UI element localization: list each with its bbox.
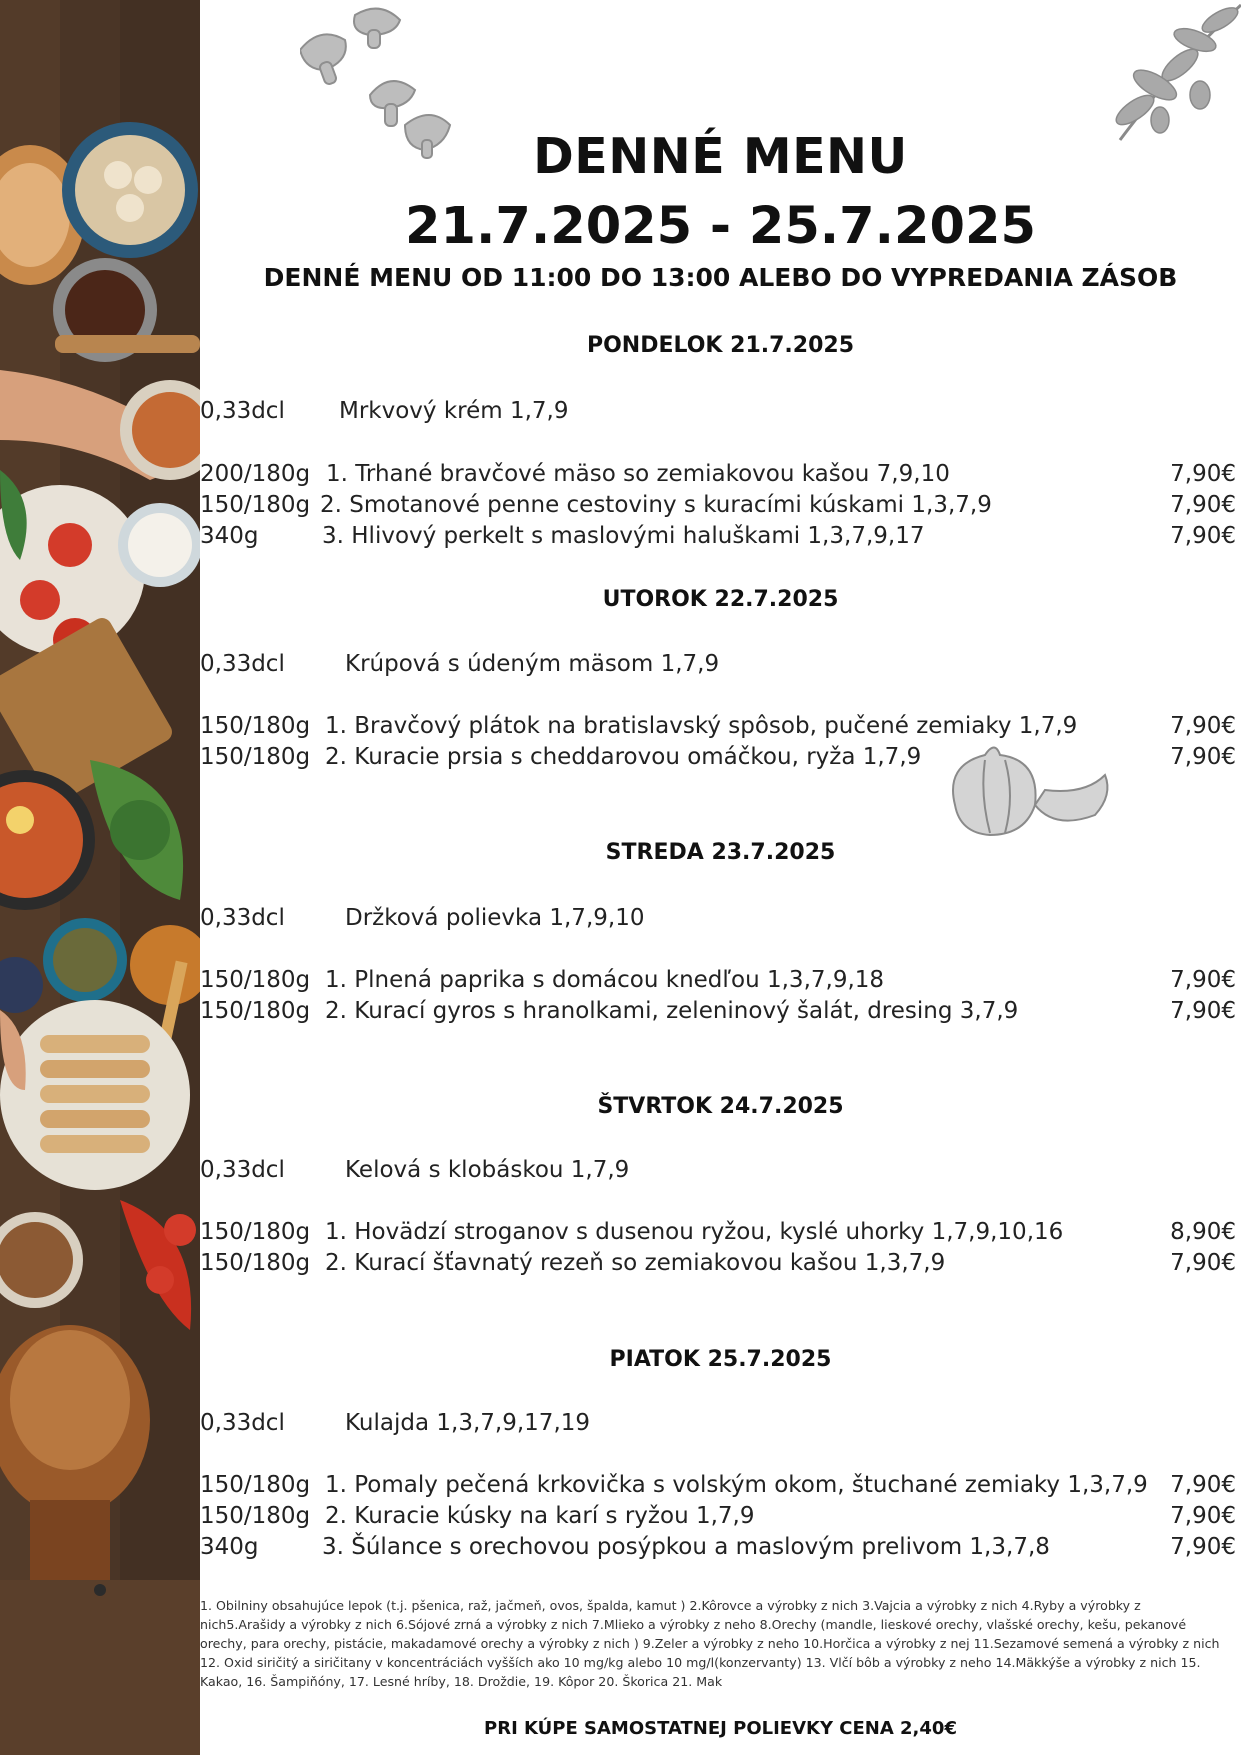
soup-row (200, 398, 1241, 428)
meal-name: 2. Kurací šťavnatý rezeň so zemiakovou kašou 1,3,7,9 (325, 1250, 946, 1276)
meal-name: 2. Kuracie kúsky na karí s ryžou 1,7,9 (325, 1503, 755, 1529)
meal-row (200, 523, 1241, 553)
meal-name: 2. Smotanové penne cestoviny s kuracími kúskami 1,3,7,9 (320, 492, 992, 518)
soup-row (200, 1410, 1241, 1440)
soup-row (200, 1157, 1241, 1187)
meal-row (200, 1503, 1241, 1533)
meal-row (200, 1472, 1241, 1502)
soup-row (200, 905, 1241, 935)
soup-name: Kulajda 1,3,7,9,17,19 (345, 1410, 591, 1436)
meal-price: 7,90€ (1170, 492, 1236, 518)
portion-weight: 0,33dcl (200, 1157, 285, 1183)
meal-price: 7,90€ (1170, 1250, 1236, 1276)
meal-price: 7,90€ (1170, 461, 1236, 487)
meal-price: 7,90€ (1170, 1503, 1236, 1529)
portion-weight: 150/180g (200, 967, 311, 993)
meal-row (200, 461, 1241, 491)
meal-price: 7,90€ (1170, 998, 1236, 1024)
meal-row (200, 1219, 1241, 1249)
day-header-friday: PIATOK 25.7.2025 (609, 1347, 832, 1372)
soup-name: Držková polievka 1,7,9,10 (345, 905, 645, 931)
day-header-monday: PONDELOK 21.7.2025 (586, 333, 855, 358)
portion-weight: 340g (200, 1534, 259, 1560)
meal-row (200, 744, 1241, 774)
portion-weight: 0,33dcl (200, 905, 285, 931)
meal-name: 2. Kurací gyros s hranolkami, zeleninový šalát, dresing 3,7,9 (325, 998, 1019, 1024)
portion-weight: 150/180g (200, 713, 311, 739)
soup-name: Krúpová s údeným mäsom 1,7,9 (345, 651, 720, 677)
meal-price: 7,90€ (1170, 744, 1236, 770)
meal-name: 1. Pomaly pečená krkovička s volským okom, štuchané zemiaky 1,3,7,9 (325, 1472, 1148, 1498)
portion-weight: 200/180g (200, 461, 311, 487)
day-header-wednesday: STREDA 23.7.2025 (605, 840, 836, 865)
meal-name: 1. Plnená paprika s domácou knedľou 1,3,7,9,18 (325, 967, 885, 993)
portion-weight: 0,33dcl (200, 1410, 285, 1436)
portion-weight: 150/180g (200, 1250, 311, 1276)
food-photo-strip (0, 0, 200, 1755)
food-photo-illustration (0, 0, 200, 1755)
serving-hours-subtitle: DENNÉ MENU OD 11:00 DO 13:00 ALEBO DO VYPREDANIA ZÁSOB (263, 263, 1178, 292)
meal-row (200, 492, 1241, 522)
allergen-legend: 1. Obilniny obsahujúce lepok (t.j. pšenica, raž, jačmeň, ovos, špalda, kamut ) 2.Kôrovce a výrobky z nich 3.Vajcia a výrobky z nich 4.Ryby a výrobky z nich5.Arašidy a výrobky z nich 6.Sójové zrná a výrobky z nich 7.Mlieko a výrobky z neho 8.Orechy (mandle, lieskové orechy, vlašské orechy, kešu, pekanové orechy, para orechy, pistácie, makadamové orechy a výrobky z nich ) 9.Zeler a výrobky z neho 10.Horčica a výrobky z nej 11.Sezamové semená a výrobky z nich 12. Oxid siričitý a siričitany v koncentráciách vyšších ako 10 mg/kg alebo 10 mg/l(konzervanty) 13. Vlčí bôb a výrobky z neho 14.Mäkkýše a výrobky z nich 15. Kakao, 16. Šampiňóny, 17. Lesné hríby, 18. Droždie, 19. Kôpor 20. Škorica 21. Mak (200, 1598, 1220, 1689)
portion-weight: 150/180g (200, 1472, 311, 1498)
meal-row (200, 1250, 1241, 1280)
meal-price: 7,90€ (1170, 967, 1236, 993)
portion-weight: 150/180g (200, 1503, 311, 1529)
portion-weight: 150/180g (200, 1219, 311, 1245)
meal-row (200, 1534, 1241, 1564)
soup-price-note: PRI KÚPE SAMOSTATNEJ POLIEVKY CENA 2,40€ (484, 1718, 957, 1739)
meal-price: 7,90€ (1170, 713, 1236, 739)
soup-row (200, 651, 1241, 681)
portion-weight: 340g (200, 523, 259, 549)
date-range: 21.7.2025 - 25.7.2025 (405, 197, 1036, 256)
meal-name: 3. Hlivový perkelt s maslovými haluškami 1,3,7,9,17 (322, 523, 925, 549)
meal-price: 7,90€ (1170, 523, 1236, 549)
meal-name: 1. Trhané bravčové mäso so zemiakovou kašou 7,9,10 (326, 461, 950, 487)
portion-weight: 150/180g (200, 998, 311, 1024)
portion-weight: 0,33dcl (200, 398, 285, 424)
portion-weight: 150/180g (200, 744, 311, 770)
page-title: DENNÉ MENU (533, 128, 908, 185)
meal-price: 7,90€ (1170, 1472, 1236, 1498)
meal-price: 8,90€ (1170, 1219, 1236, 1245)
day-header-tuesday: UTOROK 22.7.2025 (602, 587, 839, 612)
day-header-thursday: ŠTVRTOK 24.7.2025 (597, 1094, 844, 1119)
meal-name: 1. Hovädzí stroganov s dusenou ryžou, kyslé uhorky 1,7,9,10,16 (325, 1219, 1064, 1245)
meal-row (200, 713, 1241, 743)
portion-weight: 0,33dcl (200, 651, 285, 677)
portion-weight: 150/180g (200, 492, 311, 518)
meal-name: 1. Bravčový plátok na bratislavský spôsob, pučené zemiaky 1,7,9 (325, 713, 1078, 739)
meal-name: 2. Kuracie prsia s cheddarovou omáčkou, ryža 1,7,9 (325, 744, 922, 770)
meal-price: 7,90€ (1170, 1534, 1236, 1560)
meal-row (200, 998, 1241, 1028)
meal-row (200, 967, 1241, 997)
soup-name: Kelová s klobáskou 1,7,9 (345, 1157, 630, 1183)
meal-name: 3. Šúlance s orechovou posýpkou a maslovým prelivom 1,3,7,8 (322, 1534, 1050, 1560)
soup-name: Mrkvový krém 1,7,9 (339, 398, 569, 424)
